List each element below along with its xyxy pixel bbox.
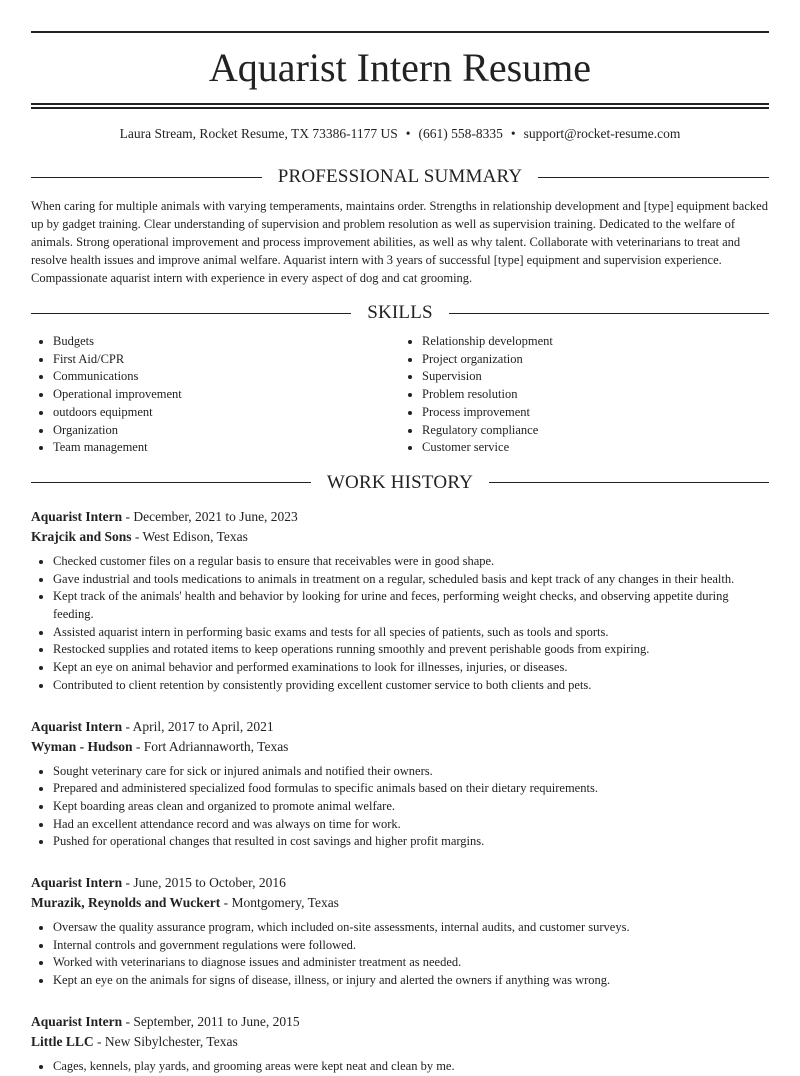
skill-item: • Process improvement bbox=[422, 404, 769, 422]
job-location: - Montgomery, Texas bbox=[220, 895, 339, 911]
job-title-line bbox=[31, 717, 769, 737]
skills-right-column bbox=[400, 333, 769, 457]
job-bullet: • Had an excellent attendance record and was always on time for work. bbox=[53, 816, 769, 834]
job-bullet: • Kept an eye on animal behavior and performed examinations to look for illnesses, injuries, or diseases. bbox=[53, 659, 769, 677]
job-entry bbox=[31, 873, 769, 990]
job-bullets bbox=[31, 919, 769, 990]
job-bullet: • Cages, kennels, play yards, and grooming areas were kept neat and clean by me. bbox=[53, 1058, 769, 1076]
job-bullet: • Worked with veterinarians to diagnose issues and administer treatment as needed. bbox=[53, 954, 769, 972]
job-bullet: • Pushed for operational changes that resulted in cost savings and higher profit margins. bbox=[53, 833, 769, 851]
job-location: - West Edison, Texas bbox=[131, 528, 248, 544]
skills-list bbox=[31, 333, 769, 457]
job-bullet: • Prepared and administered specialized food formulas to specific animals based on their dietary requirements. bbox=[53, 780, 769, 798]
skill-item: • Regulatory compliance bbox=[422, 422, 769, 440]
divider bbox=[489, 482, 769, 483]
divider bbox=[31, 313, 351, 314]
skills-section-heading bbox=[31, 299, 769, 327]
job-bullet: • Contributed to client retention by consistently providing excellent customer service to both clients and pets. bbox=[53, 677, 769, 695]
job-dates: - December, 2021 to June, 2023 bbox=[122, 508, 298, 524]
job-bullet: • Kept an eye on the animals for signs of disease, illness, or injury and alerted the owners if anything was wrong. bbox=[53, 972, 769, 990]
job-bullet: • Checked customer files on a regular basis to ensure that receivables were in good shape. bbox=[53, 553, 769, 571]
skill-item: • Supervision bbox=[422, 368, 769, 386]
skill-item: • Relationship development bbox=[422, 333, 769, 351]
work-section-heading bbox=[31, 469, 769, 497]
job-company: Wyman - Hudson bbox=[31, 738, 133, 754]
job-company: Murazik, Reynolds and Wuckert bbox=[31, 895, 221, 911]
divider bbox=[31, 482, 311, 483]
contact-separator: • bbox=[405, 126, 411, 141]
job-bullet: • Assisted aquarist intern in performing basic exams and tests for all species of patients, such as tools and sports. bbox=[53, 624, 769, 642]
skill-item: • Operational improvement bbox=[53, 386, 400, 404]
job-location: - Fort Adriannaworth, Texas bbox=[132, 738, 289, 754]
work-heading: WORK HISTORY bbox=[326, 471, 474, 493]
job-title: Aquarist Intern bbox=[31, 1013, 123, 1029]
job-bullet: • Sought veterinary care for sick or injured animals and notified their owners. bbox=[53, 763, 769, 781]
page-title: Aquarist Intern Resume bbox=[208, 45, 592, 90]
title-double-rule bbox=[31, 103, 769, 109]
job-bullet: • Kept boarding areas clean and organized to promote animal welfare. bbox=[53, 798, 769, 816]
job-dates: - September, 2011 to June, 2015 bbox=[122, 1013, 300, 1029]
resume-page bbox=[0, 31, 800, 1076]
job-bullets bbox=[31, 1058, 769, 1076]
job-bullet: • Gave industrial and tools medications to animals in treatment on a regular, scheduled basis and kept track of any changes in their health. bbox=[53, 571, 769, 589]
job-bullet: • Internal controls and government regulations were followed. bbox=[53, 937, 769, 955]
job-entry bbox=[31, 1012, 769, 1076]
job-dates: - April, 2017 to April, 2021 bbox=[122, 718, 274, 734]
divider bbox=[31, 177, 262, 178]
divider bbox=[449, 313, 769, 314]
summary-section-heading bbox=[31, 163, 769, 191]
job-company-line bbox=[31, 737, 769, 757]
skill-item: • Team management bbox=[53, 439, 400, 457]
skill-item: • Communications bbox=[53, 368, 400, 386]
job-location: - New Sibylchester, Texas bbox=[93, 1033, 238, 1049]
job-bullet: • Restocked supplies and rotated items to keep operations running smoothly and prevent perishable goods from expiring. bbox=[53, 641, 769, 659]
job-bullets bbox=[31, 553, 769, 695]
job-title: Aquarist Intern bbox=[31, 718, 123, 734]
job-title-line bbox=[31, 1012, 769, 1032]
contact-email: support@rocket-resume.com bbox=[523, 126, 681, 141]
contact-phone: (661) 558-8335 bbox=[418, 126, 503, 141]
job-bullets bbox=[31, 763, 769, 852]
skills-heading: SKILLS bbox=[367, 302, 433, 323]
job-dates: - June, 2015 to October, 2016 bbox=[122, 875, 286, 891]
contact-address: Laura Stream, Rocket Resume, TX 73386-1177 US bbox=[119, 126, 398, 141]
divider bbox=[538, 177, 769, 178]
contact-line bbox=[31, 124, 769, 144]
skill-item: • Project organization bbox=[422, 351, 769, 369]
job-title-line bbox=[31, 507, 769, 527]
job-company-line bbox=[31, 893, 769, 913]
job-title-line bbox=[31, 873, 769, 893]
skill-item: • Organization bbox=[53, 422, 400, 440]
contact-separator: • bbox=[510, 126, 516, 141]
skill-item: • Problem resolution bbox=[422, 386, 769, 404]
skills-left-column bbox=[31, 333, 400, 457]
job-bullet: • Kept track of the animals' health and behavior by looking for urine and feces, performing weight checks, and observing appetite during feeding. bbox=[53, 588, 769, 623]
skill-item: • Customer service bbox=[422, 439, 769, 457]
skill-item: • Budgets bbox=[53, 333, 400, 351]
job-entry bbox=[31, 717, 769, 852]
job-title: Aquarist Intern bbox=[31, 875, 123, 891]
job-bullet: • Oversaw the quality assurance program, which included on-site assessments, internal audits, and customer surveys. bbox=[53, 919, 769, 937]
job-entry bbox=[31, 507, 769, 695]
job-company: Little LLC bbox=[31, 1033, 94, 1049]
summary-heading: PROFESSIONAL SUMMARY bbox=[277, 166, 523, 187]
skill-item: • First Aid/CPR bbox=[53, 351, 400, 369]
job-company: Krajcik and Sons bbox=[31, 528, 132, 544]
summary-text: When caring for multiple animals with varying temperaments, maintains order. Strengths in relationship development and [type] equipment backed up by gadget training. Clear understanding of supervision and problem resolution as well as supervision training. Dedicated to the welfare of animals. Strong operational improvement and process improvement abilities, as well as why talent. Collaborate with veterinarians to treat and resolve health issues and improve animal welfare. Aquarist intern with 3 years of successful [type] equipment and supervision experience. Compassionate aquarist intern with experience in every aspect of dog and cat grooming. bbox=[31, 199, 768, 285]
skill-item: • outdoors equipment bbox=[53, 404, 400, 422]
job-company-line bbox=[31, 527, 769, 547]
job-title: Aquarist Intern bbox=[31, 508, 123, 524]
work-history bbox=[31, 507, 769, 1076]
